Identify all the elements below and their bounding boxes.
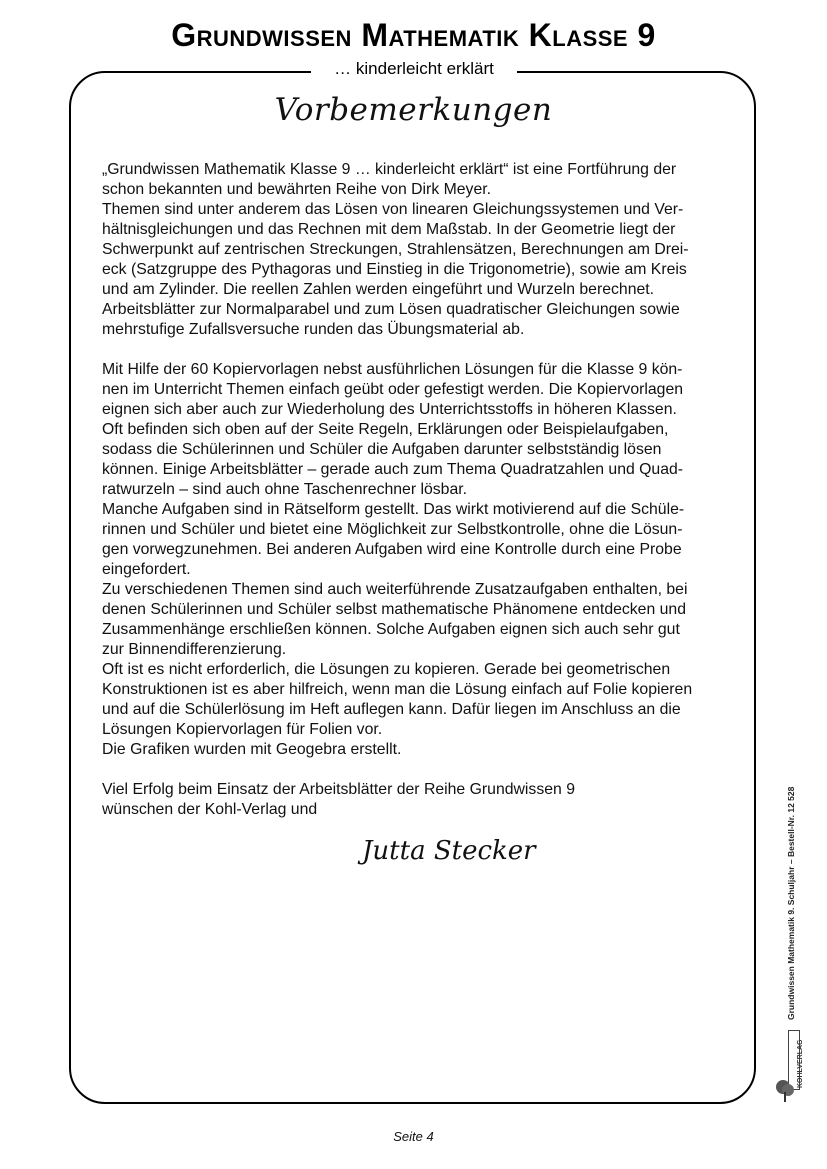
publisher-logo (774, 1030, 804, 1105)
section-heading: Vorbemerkungen (274, 92, 553, 128)
paragraph-intro: „Grundwissen Mathematik Klasse 9 … kinderleicht erklärt“ ist eine Fortführung der schon bekannten und bewährten Reihe von Dirk Meyer. Themen sind unter anderem das Lösen von linearen Gleichungssystemen und Ver- hältnisgleichungen und das Rechnen mit dem Maßstab. In der Geometrie liegt der Schwerpunkt auf zentrischen Streckungen, Strahlensätzen, Berechnungen am Drei- eck (Satzgruppe des Pythagoras und Einstieg in die Trigonometrie), sowie am Kreis und am Zylinder. Die reellen Zahlen werden eingeführt und Wurzeln berechnet. Arbeitsblätter zur Normalparabel und zum Lösen quadratischer Gleichungen sowie mehrstufige Zufallsversuche runden das Übungsmaterial ab. (102, 161, 689, 338)
side-order-info: Grundwissen Mathematik 9. Schuljahr – Bestell-Nr. 12 528 (786, 786, 796, 1020)
body-text (102, 160, 732, 820)
logo-text: KOHLVERLAG (797, 1039, 804, 1088)
header-subtitle: … kinderleicht erklärt (311, 58, 517, 80)
header-title-text: Grundwissen Mathematik Klasse 9 (171, 17, 656, 53)
page-number: Seite 4 (393, 1129, 434, 1144)
paragraph-gap (102, 760, 732, 780)
signature: Jutta Stecker (362, 836, 536, 866)
paragraph-closing: Viel Erfolg beim Einsatz der Arbeitsblätter der Reihe Grundwissen 9 wünschen der Kohl-Verlag und (102, 781, 575, 818)
paragraph-gap (102, 340, 732, 360)
tree-icon (774, 1078, 796, 1104)
page-header-title (0, 17, 827, 54)
paragraph-main: Mit Hilfe der 60 Kopiervorlagen nebst ausführlichen Lösungen für die Klasse 9 kön- nen im Unterricht Themen einfach geübt oder gefestigt werden. Die Kopiervorlagen eignen sich aber auch zur Wiederholung des Unterrichtsstoffs in höheren Klassen. Oft befinden sich oben auf der Seite Regeln, Erklärungen oder Beispielaufgaben, sodass die Schülerinnen und Schüler die Aufgaben darunter selbstständig lösen können. Einige Arbeitsblätter – gerade auch zum Thema Quadratzahlen und Quad- ratwurzeln – sind auch ohne Taschenrechner lösbar. Manche Aufgaben sind in Rätselform gestellt. Das wirkt motivierend auf die Schüle- rinnen und Schüler und bietet eine Möglichkeit zur Selbstkontrolle, ohne die Lösun- gen vorwegzunehmen. Bei anderen Aufgaben wird eine Kontrolle durch eine Probe eingefordert. Zu verschiedenen Themen sind auch weiterführende Zusatzaufgaben enthalten, bei denen Schülerinnen und Schüler selbst mathematische Phänomene entdecken und Zusammenhänge erschließen können. Solche Aufgaben eignen sich auch sehr gut zur Binnendifferenzierung. Oft ist es nicht erforderlich, die Lösungen zu kopieren. Gerade bei geometrischen Konstruktionen ist es aber hilfreich, wenn man die Lösung einfach auf Folie kopieren und auf die Schülerlösung im Heft auflegen kann. Dafür liegen im Anschluss an die Lösungen Kopiervorlagen für Folien vor. Die Grafiken wurden mit Geogebra erstellt. (102, 361, 693, 758)
